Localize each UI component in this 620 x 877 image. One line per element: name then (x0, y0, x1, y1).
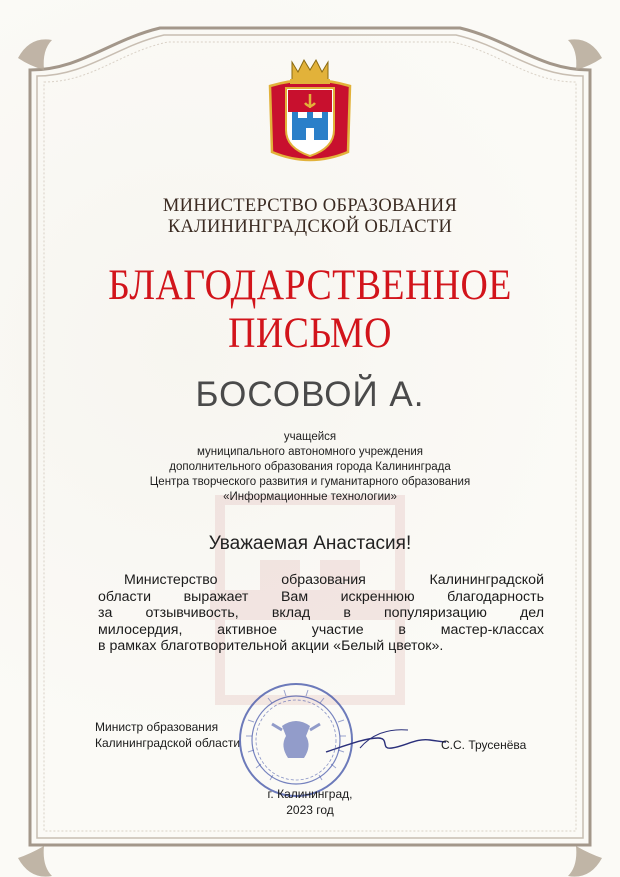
body-line: за отзывчивость, вклад в популяризацию дел (98, 605, 544, 622)
handwritten-signature (320, 708, 450, 768)
body-line: милосердия, активное участие в мастер-классах (98, 621, 544, 638)
info-line: дополнительного образования города Калининграда (169, 461, 451, 473)
body-paragraph (98, 572, 544, 655)
info-line: Центра творческого развития и гуманитарного образования (149, 476, 471, 488)
place-year: 2023 год (286, 803, 334, 817)
info-line: «Информационные технологии» (223, 491, 397, 503)
signatory-title-line1: Министр образования (95, 720, 219, 734)
info-line: муниципального автономного учреждения (196, 446, 424, 458)
coat-of-arms-emblem (262, 56, 358, 172)
document-title-line2: ПИСЬМО (228, 310, 392, 357)
greeting: Уважаемая Анастасия! (208, 533, 412, 554)
recipient-name: БОСОВОЙ А. (195, 375, 425, 414)
body-line: области выражает Вам искреннюю благодарность (98, 588, 544, 605)
place-city: г. Калининград, (267, 787, 353, 801)
document-title-line1: БЛАГОДАРСТВЕННОЕ (108, 262, 512, 309)
signatory-title-line2: Калининградской области (95, 736, 241, 750)
body-line: в рамках благотворительной акции «Белый цветок». (98, 638, 444, 655)
body-line: Министерство образования Калининградской (124, 572, 544, 588)
ministry-name-line1: МИНИСТЕРСТВО ОБРАЗОВАНИЯ (162, 196, 458, 216)
signatory-name: С.С. Трусенёва (441, 738, 527, 752)
info-line: учащейся (283, 431, 337, 443)
ministry-name-line2: КАЛИНИНГРАДСКОЙ ОБЛАСТИ (167, 217, 453, 237)
